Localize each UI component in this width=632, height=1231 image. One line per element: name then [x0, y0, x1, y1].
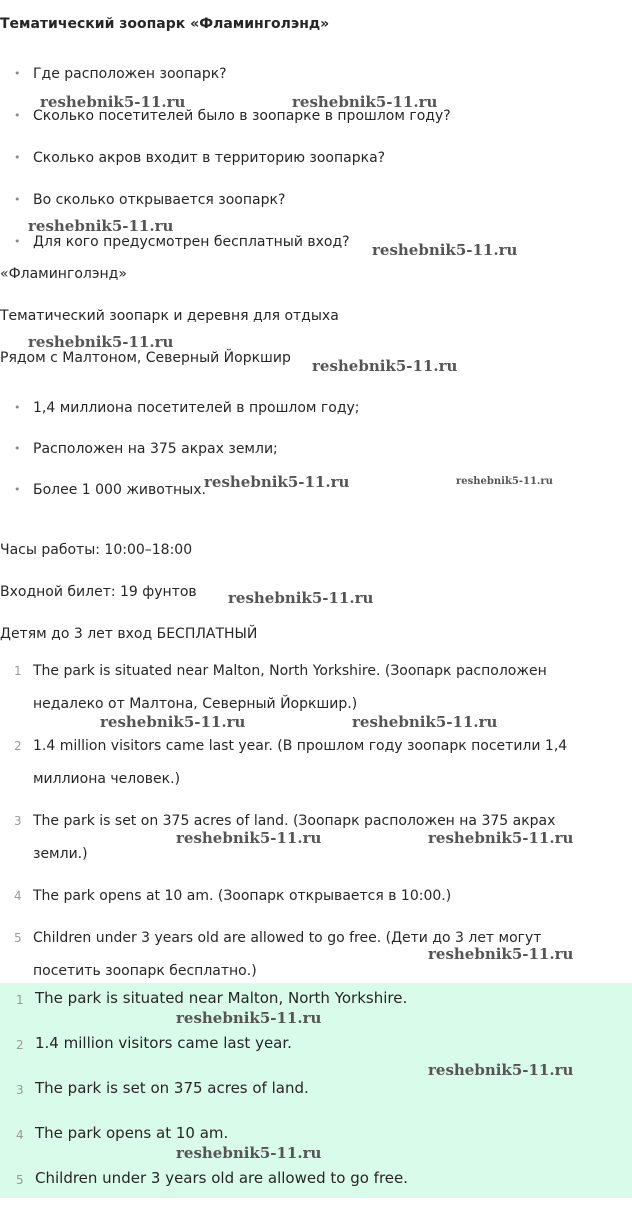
answer-item	[0, 880, 600, 913]
short-answer-text: 1.4 million visitors came last year.	[35, 1034, 292, 1052]
watermark: reshebnik5-11.ru	[372, 241, 518, 259]
question-item: • Сколько посетителей было в зоопарке в прошлом году?	[0, 106, 451, 126]
answer-item	[0, 655, 600, 721]
answer-number: 5	[14, 931, 22, 945]
answer-number: 1	[14, 664, 22, 678]
short-answer-text: The park opens at 10 am.	[35, 1124, 229, 1142]
ad-location: Рядом с Малтоном, Северный Йоркшир	[0, 350, 291, 366]
ad-subtitle: Тематический зоопарк и деревня для отдыха	[0, 308, 339, 324]
fact-list	[0, 398, 360, 521]
short-answer-number: 4	[16, 1128, 24, 1142]
short-answer-item	[0, 1168, 408, 1192]
short-answer-text: The park is situated near Malton, North Yorkshire.	[35, 989, 408, 1007]
watermark: reshebnik5-11.ru	[292, 93, 438, 111]
fact-item: • Более 1 000 животных.	[0, 480, 360, 500]
watermark: reshebnik5-11.ru	[204, 473, 350, 491]
answer-text: The park opens at 10 am. (Зоопарк открывается в 10:00.)	[33, 888, 452, 904]
short-answer-number: 5	[16, 1173, 24, 1187]
watermark: reshebnik5-11.ru	[176, 1144, 322, 1162]
watermark: reshebnik5-11.ru	[28, 333, 174, 351]
short-answer-number: 1	[16, 993, 24, 1007]
watermark: reshebnik5-11.ru	[312, 357, 458, 375]
answer-text: Children under 3 years old are allowed to go free. (Дети до 3 лет могут посетить зоопарк бесплатно.)	[33, 930, 542, 979]
fact-item: • Расположен на 375 акрах земли;	[0, 439, 360, 459]
ad-name: «Фламинголэнд»	[0, 266, 127, 282]
question-item: • Для кого предусмотрен бесплатный вход?	[0, 232, 451, 252]
watermark: reshebnik5-11.ru	[428, 829, 574, 847]
watermark: reshebnik5-11.ru	[100, 713, 246, 731]
opening-hours: Часы работы: 10:00–18:00	[0, 542, 193, 558]
answer-number: 3	[14, 814, 22, 828]
watermark: reshebnik5-11.ru	[352, 713, 498, 731]
answer-item	[0, 730, 600, 796]
ticket-price: Входной билет: 19 фунтов	[0, 584, 197, 600]
answer-text: The park is set on 375 acres of land. (Зоопарк расположен на 375 акрах земли.)	[33, 813, 556, 862]
watermark: reshebnik5-11.ru	[176, 1009, 322, 1027]
answer-number: 2	[14, 739, 22, 753]
watermark: reshebnik5-11.ru	[228, 589, 374, 607]
question-item: • Где расположен зоопарк?	[0, 64, 451, 84]
watermark: reshebnik5-11.ru	[428, 945, 574, 963]
short-answer-item	[0, 1078, 408, 1102]
watermark: reshebnik5-11.ru	[28, 217, 174, 235]
answer-text: 1.4 million visitors came last year. (В прошлом году зоопарк посетили 1,4 миллиона человек.)	[33, 738, 568, 787]
watermark: reshebnik5-11.ru	[428, 1061, 574, 1079]
question-item: • Сколько акров входит в территорию зоопарка?	[0, 148, 451, 168]
short-answer-number: 2	[16, 1038, 24, 1052]
watermark: reshebnik5-11.ru	[176, 829, 322, 847]
short-answer-text: The park is set on 375 acres of land.	[35, 1079, 309, 1097]
fact-item: • 1,4 миллиона посетителей в прошлом году;	[0, 398, 360, 418]
watermark: reshebnik5-11.ru	[456, 476, 553, 487]
free-entry: Детям до 3 лет вход БЕСПЛАТНЫЙ	[0, 626, 258, 642]
short-answer-text: Children under 3 years old are allowed to go free.	[35, 1169, 409, 1187]
answer-text: The park is situated near Malton, North Yorkshire. (Зоопарк расположен недалеко от Малтона, Северный Йоркшир.)	[33, 663, 547, 712]
question-item: • Во сколько открывается зоопарк?	[0, 190, 451, 210]
short-answer-item	[0, 1033, 408, 1057]
short-answer-number: 3	[16, 1083, 24, 1097]
watermark: reshebnik5-11.ru	[40, 93, 186, 111]
answer-number: 4	[14, 889, 22, 903]
page-title: Тематический зоопарк «Фламинголэнд»	[0, 16, 330, 32]
